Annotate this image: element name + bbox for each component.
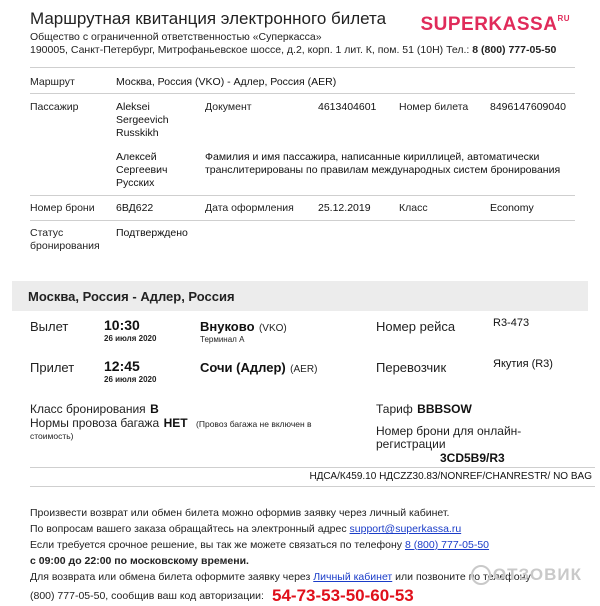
departure-label: Вылет <box>30 319 69 334</box>
departure-time: 10:30 <box>104 317 140 333</box>
company-name: Общество с ограниченной ответственностью «Суперкасса» <box>30 31 322 43</box>
issue-date-label: Дата оформления <box>205 202 294 214</box>
segment-header <box>12 281 588 311</box>
passenger-cyrillic-middle: Сергеевич <box>116 164 168 176</box>
booking-class-value: B <box>150 402 159 416</box>
arrival-date: 26 июля 2020 <box>104 375 157 384</box>
document-label: Документ <box>205 101 252 113</box>
otzovik-watermark: ОТЗОВИК <box>471 565 582 586</box>
flight-value: R3-473 <box>493 317 530 329</box>
departure-airport-block <box>200 318 287 336</box>
route-value: Москва, Россия (VKO) - Адлер, Россия (AER) <box>116 76 337 88</box>
arrival-time: 12:45 <box>104 358 140 374</box>
checkin-label-line1: Номер брони для онлайн- <box>376 424 522 438</box>
passenger-cyrillic-last: Русских <box>116 177 155 189</box>
booking-class-label: Класс бронирования <box>30 402 146 416</box>
company-phone: 8 (800) 777-05-50 <box>472 44 557 56</box>
departure-date: 26 июля 2020 <box>104 334 157 343</box>
checkin-value: 3CD5B9/R3 <box>440 451 505 465</box>
divider <box>30 220 575 221</box>
class-value: Economy <box>490 202 534 214</box>
ticket-number-value: 8496147609040 <box>490 101 566 113</box>
passenger-latin-middle: Sergeevich <box>116 114 169 126</box>
document-value: 4613404601 <box>318 101 377 113</box>
class-label: Класс <box>399 202 428 214</box>
status-label-line2: бронирования <box>30 240 100 252</box>
arrival-airport-block <box>200 359 317 377</box>
segment-title: Москва, Россия - Адлер, Россия <box>28 289 235 304</box>
divider <box>30 467 595 468</box>
route-label: Маршрут <box>30 76 75 88</box>
footer-line4: с 09:00 до 22:00 по московскому времени. <box>30 555 249 567</box>
divider <box>30 486 595 487</box>
status-label-line1: Статус <box>30 227 64 239</box>
baggage-row <box>30 414 312 432</box>
booking-value: 6ВД622 <box>116 202 154 214</box>
arrival-airport: Сочи (Адлер) <box>200 360 286 375</box>
auth-code: 54-73-53-50-60-53 <box>272 586 414 605</box>
fare-row <box>376 400 472 418</box>
divider <box>30 67 575 68</box>
baggage-note: (Провоз багажа не включен в <box>196 419 312 429</box>
checkin-label-line2: регистрации <box>376 437 446 451</box>
phone-link[interactable]: 8 (800) 777-05-50 <box>404 539 490 551</box>
footer-line3: Если требуется срочное решение, вы так же можете связаться по телефону 8 (800) 777-05-50 <box>30 539 490 551</box>
watermark-circle-icon <box>471 565 491 585</box>
passenger-cyrillic-first: Алексей <box>116 151 157 163</box>
baggage-note-cont: стоимость) <box>30 431 74 441</box>
fare-codes: НДСА/К459.10 НДСZZ30.83/NONREF/CHANRESTR/ NO BAG <box>309 471 592 482</box>
divider <box>30 195 575 196</box>
arrival-code: (AER) <box>290 364 318 375</box>
page-title: Маршрутная квитанция электронного билета <box>30 9 387 28</box>
fare-value: BBBSOW <box>417 402 472 416</box>
translit-note-line1: Фамилия и имя пассажира, написанные кириллицей, автоматически <box>205 151 540 163</box>
company-address: 190005, Санкт-Петербург, Митрофаньевское шоссе, д.2, корп. 1 лит. К, пом. 51 (10Н) Тел.: 8 (800) 777-05-50 <box>30 44 557 56</box>
carrier-value: Якутия (R3) <box>493 358 553 370</box>
superkassa-logo: $SUPERKASSA^{RU}$ <box>420 14 570 35</box>
footer-line1: Произвести возврат или обмен билета можно оформив заявку через личный кабинет. <box>30 507 450 519</box>
flight-label: Номер рейса <box>376 319 456 334</box>
footer-line5: Для возврата или обмена билета оформите заявку через Личный кабинет или позвоните по телефону <box>30 571 531 583</box>
carrier-label: Перевозчик <box>376 360 447 375</box>
baggage-value: НЕТ <box>163 416 188 430</box>
fare-label: Тариф <box>376 402 413 416</box>
footer-line6: (800) 777-05-50, сообщив ваш код авторизации: <box>30 590 264 602</box>
divider <box>30 93 575 94</box>
support-email-link[interactable]: support@superkassa.ru <box>349 523 462 535</box>
issue-date-value: 25.12.2019 <box>318 202 371 214</box>
cabinet-link[interactable]: Личный кабинет <box>313 571 393 583</box>
passenger-latin-last: Russkikh <box>116 127 159 139</box>
translit-note-line2: транслитерированы по правилам международных систем бронирования <box>205 164 561 176</box>
departure-terminal: Терминал A <box>200 335 245 344</box>
passenger-latin-first: Aleksei <box>116 101 150 113</box>
status-value: Подтверждено <box>116 227 188 239</box>
arrival-label: Прилет <box>30 360 75 375</box>
ticket-number-label: Номер билета <box>399 101 469 113</box>
booking-label: Номер брони <box>30 202 95 214</box>
passenger-label: Пассажир <box>30 101 79 113</box>
baggage-label: Нормы провоза багажа <box>30 416 160 430</box>
departure-code: (VKO) <box>258 323 287 334</box>
departure-airport: Внуково <box>200 319 255 334</box>
footer-line2: По вопросам вашего заказа обращайтесь на электронный адрес support@superkassa.ru <box>30 523 462 535</box>
